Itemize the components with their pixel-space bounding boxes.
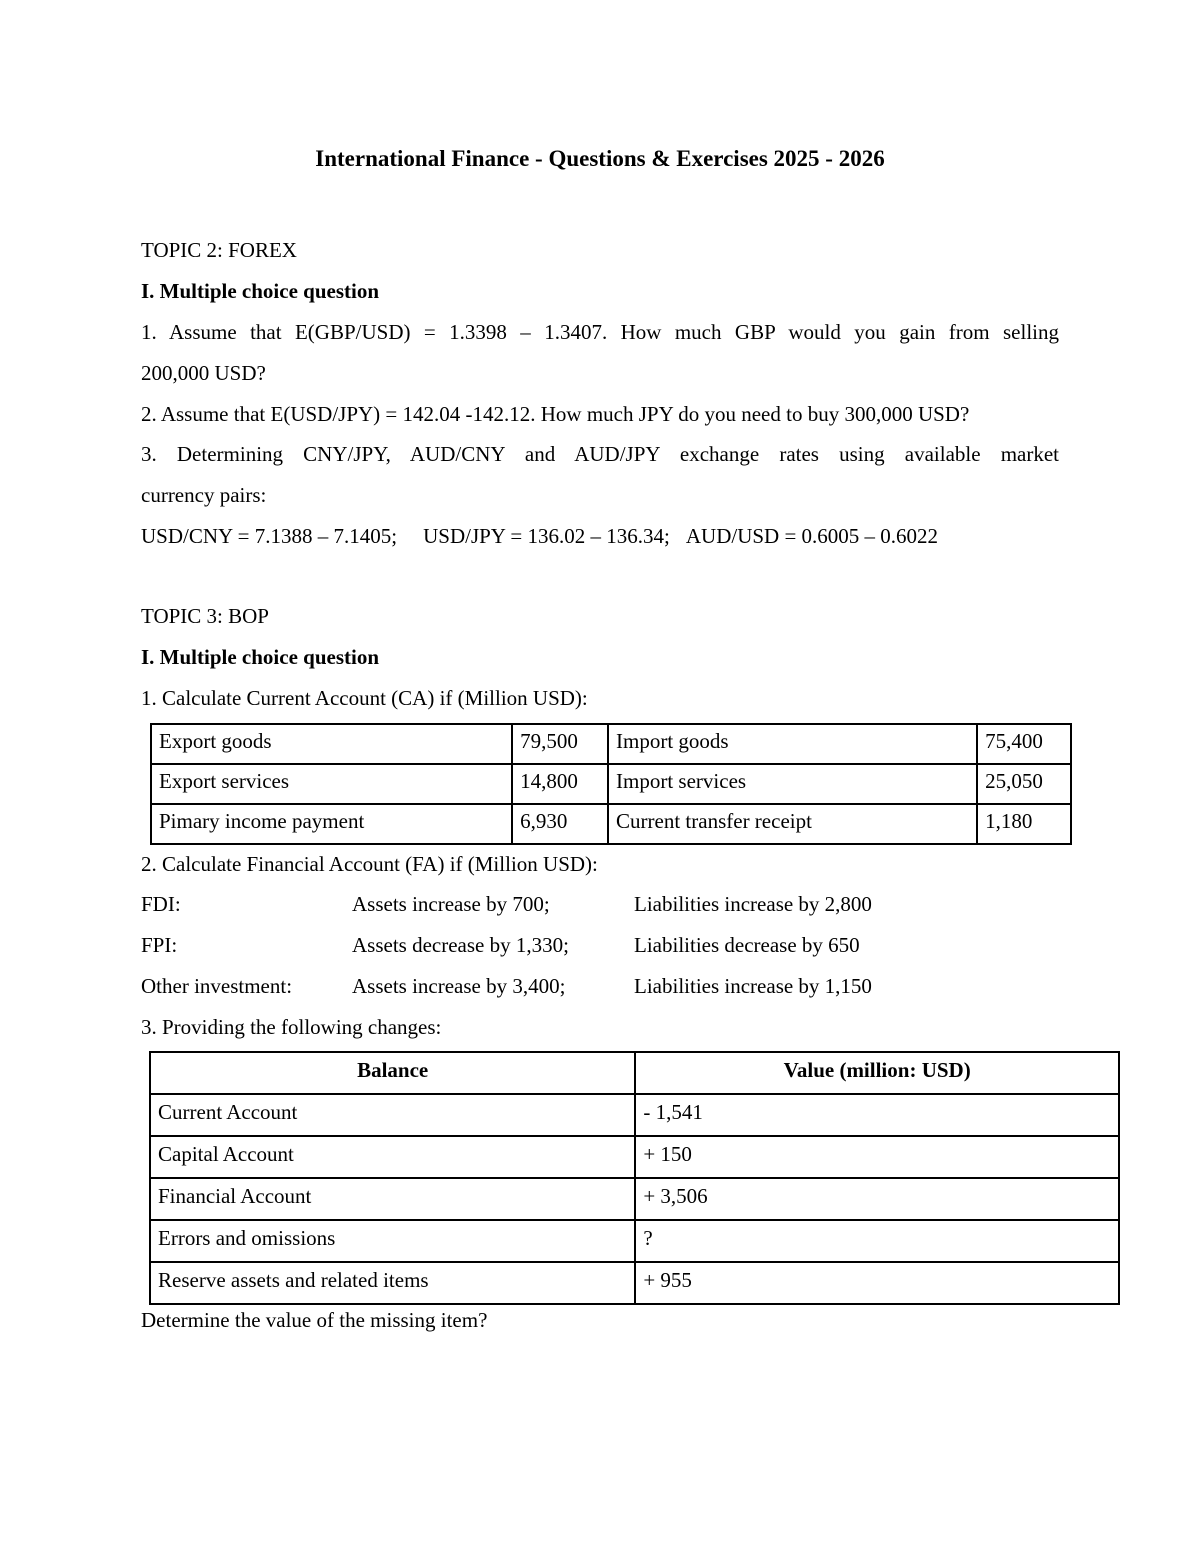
table-cell: 1,180 [977,804,1071,844]
table-row [150,1094,1119,1136]
fa-liabilities-fdi: Liabilities increase by 2,800 [634,892,872,916]
table-cell: Current transfer receipt [608,804,977,844]
table-cell: 14,800 [512,764,608,804]
exchange-rates-line [141,522,938,550]
topic2-question-1-line-1: 1. Assume that E(GBP/USD) = 1.3398 – 1.3407. How much GBP would you gain from selling [141,320,1059,344]
document-title: International Finance - Questions & Exercises 2025 - 2026 [315,146,885,171]
topic2-question-3-line-1: 3. Determining CNY/JPY, AUD/CNY and AUD/JPY exchange rates using available market [141,442,1059,466]
table-cell: Reserve assets and related items [150,1262,635,1304]
table-cell: 75,400 [977,724,1071,764]
table-row [150,1136,1119,1178]
fa-label-other: Other investment: [141,974,293,998]
topic3-question-2: 2. Calculate Financial Account (FA) if (Million USD): [141,852,598,876]
rate-usd-jpy: USD/JPY = 136.02 – 136.34; [423,524,670,548]
table-cell: Current Account [150,1094,635,1136]
table-cell: 79,500 [512,724,608,764]
table-cell: + 955 [635,1262,1119,1304]
table-cell: 6,930 [512,804,608,844]
column-header-balance: Balance [150,1052,635,1094]
table-row [151,804,1071,844]
rate-aud-usd: AUD/USD = 0.6005 – 0.6022 [685,524,939,548]
table-cell: Pimary income payment [151,804,512,844]
table-cell: Errors and omissions [150,1220,635,1262]
topic2-section-heading: I. Multiple choice question [141,279,380,303]
table-cell: ? [635,1220,1119,1262]
topic2-heading: TOPIC 2: FOREX [141,238,297,262]
fa-label-fpi: FPI: [141,933,178,957]
fa-assets-fdi: Assets increase by 700; [352,892,550,916]
table-cell: Import services [608,764,977,804]
table-row [151,724,1071,764]
table-cell: 25,050 [977,764,1071,804]
fa-assets-fpi: Assets decrease by 1,330; [352,933,569,957]
table-cell: Capital Account [150,1136,635,1178]
topic2-question-3-line-2: currency pairs: [141,483,267,507]
table-cell: + 150 [635,1136,1119,1178]
column-header-value: Value (million: USD) [635,1052,1119,1094]
table-row [150,1178,1119,1220]
current-account-table [150,723,1072,845]
topic3-heading: TOPIC 3: BOP [141,604,269,628]
table-cell: + 3,506 [635,1178,1119,1220]
topic2-question-1-line-2: 200,000 USD? [141,361,266,385]
table-cell: Export goods [151,724,512,764]
table-cell: Financial Account [150,1178,635,1220]
fa-liabilities-fpi: Liabilities decrease by 650 [634,933,860,957]
topic3-section-heading: I. Multiple choice question [141,645,380,669]
fa-assets-other: Assets increase by 3,400; [352,974,566,998]
topic3-question-1: 1. Calculate Current Account (CA) if (Million USD): [141,686,588,710]
table-cell: Import goods [608,724,977,764]
table-row [151,764,1071,804]
rate-usd-cny: USD/CNY = 7.1388 – 7.1405; [141,524,398,548]
fa-liabilities-other: Liabilities increase by 1,150 [634,974,872,998]
fa-label-fdi: FDI: [141,892,181,916]
table-cell: - 1,541 [635,1094,1119,1136]
topic2-question-2: 2. Assume that E(USD/JPY) = 142.04 -142.12. How much JPY do you need to buy 300,000 USD? [141,402,970,426]
balance-table [149,1051,1120,1305]
topic3-question-3: 3. Providing the following changes: [141,1015,442,1039]
table-cell: Export services [151,764,512,804]
closing-question: Determine the value of the missing item? [141,1308,488,1332]
table-row [150,1262,1119,1304]
table-header-row [150,1052,1119,1094]
table-row [150,1220,1119,1262]
